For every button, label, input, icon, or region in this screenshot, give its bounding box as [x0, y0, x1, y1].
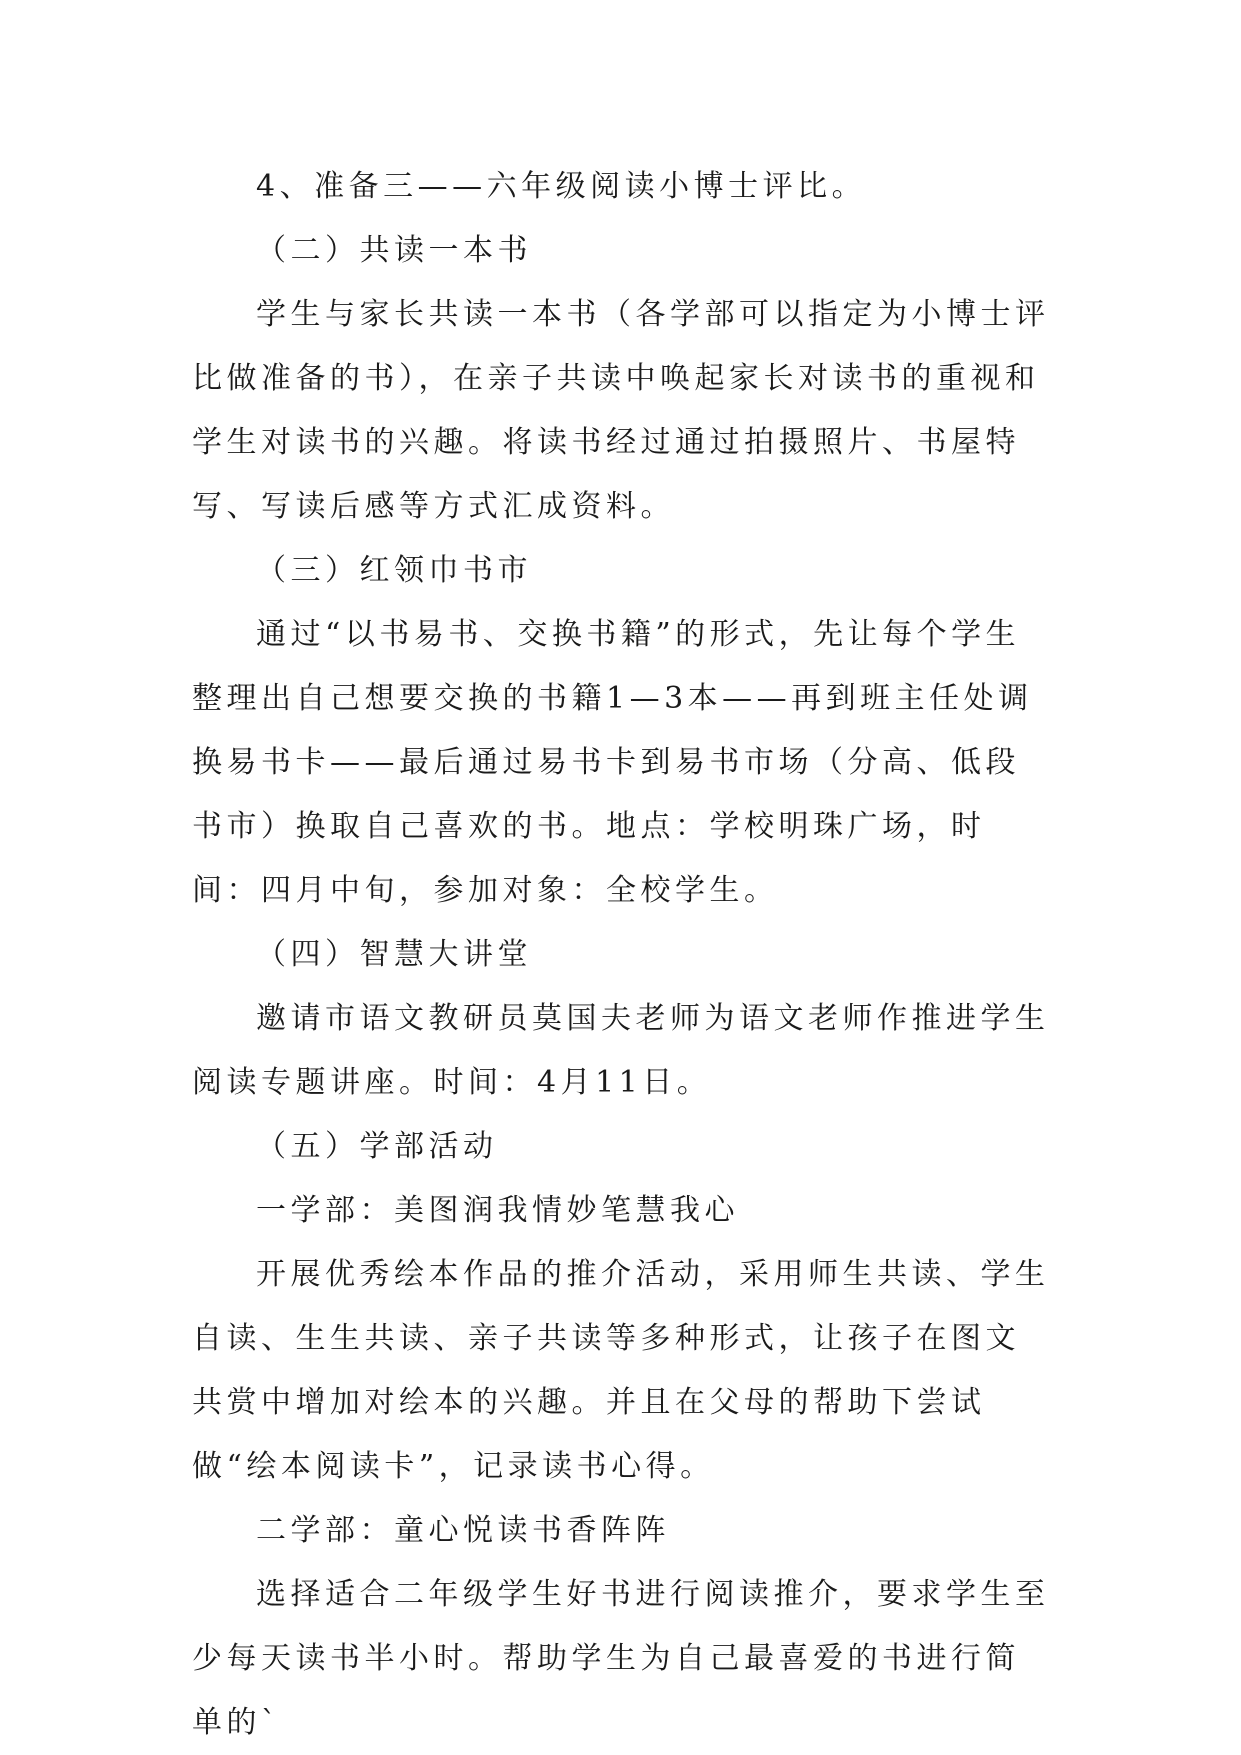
section-heading-5: （五）学部活动 — [256, 1129, 498, 1164]
paragraph-shared-reading: 学生与家长共读一本书（各学部可以指定为小博士评比做准备的书），在亲子共读中唤起家长对读书的重视和学生对读书的兴趣。将读书经过通过拍摄照片、书屋特写、写读后感等方式汇成资料。 — [192, 297, 1050, 524]
paragraph-picture-books: 开展优秀绘本作品的推介活动，采用师生共读、学生自读、生生共读、亲子共读等多种形式，让孩子在图文共赏中增加对绘本的兴趣。并且在父母的帮助下尝试做“绘本阅读卡”，记录读书心得。 — [192, 1257, 1050, 1484]
section-heading-4: （四）智慧大讲堂 — [256, 937, 532, 972]
section-heading-3: （三）红领巾书市 — [256, 553, 532, 588]
subheading-division-2: 二学部：童心悦读书香阵阵 — [256, 1513, 670, 1548]
paragraph-grade-two-reading: 选择适合二年级学生好书进行阅读推介，要求学生至少每天读书半小时。帮助学生为自己最喜爱的书进行简单的` — [192, 1577, 1050, 1740]
paragraph-lecture: 邀请市语文教研员莫国夫老师为语文老师作推进学生阅读专题讲座。时间：4月11日。 — [192, 1001, 1050, 1100]
subheading-division-1: 一学部：美图润我情妙笔慧我心 — [256, 1193, 739, 1228]
document-body — [192, 155, 1052, 1755]
paragraph-book-market: 通过“以书易书、交换书籍”的形式，先让每个学生整理出自己想要交换的书籍1—3本——再到班主任处调换易书卡——最后通过易书卡到易书市场（分高、低段书市）换取自己喜欢的书。地点：学校明珠广场，时间：四月中旬，参加对象：全校学生。 — [192, 617, 1033, 908]
list-item-4: 4、准备三——六年级阅读小博士评比。 — [256, 169, 867, 204]
section-heading-2: （二）共读一本书 — [256, 233, 532, 268]
